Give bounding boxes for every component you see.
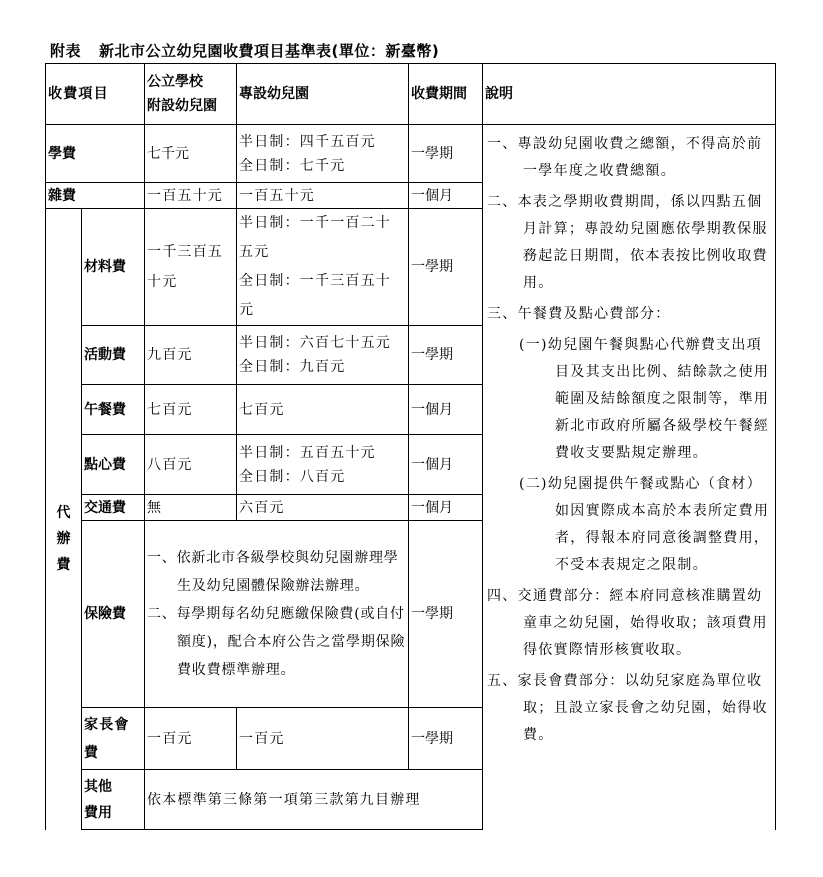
table-row (46, 125, 776, 183)
cell-period-parent: 一學期 (409, 708, 483, 770)
material-half-day: 半日制：一千一百二十 五元 全日制：一千三百五十 元 (239, 215, 391, 318)
note-3-2: (二)幼兒園提供午餐或點心（食材）如因實際成本高於本表所定費用者，得報本府同意後調整費用，不受本表規定之限制。 (519, 476, 770, 573)
fee-table (45, 63, 776, 830)
insurance-item-2: 二、每學期每名幼兒應繳保險費(或自付額度)，配合本府公告之當學期保險費收費標準辦理。 (147, 606, 406, 678)
cell-period-insurance: 一學期 (409, 521, 483, 708)
cell-dedicated-lunch: 七百元 (237, 385, 409, 435)
row-label-transport: 交通費 (82, 495, 145, 521)
cell-public-lunch: 七百元 (145, 385, 237, 435)
header-public: 公立學校 附設幼兒園 (145, 64, 237, 125)
cell-period-lunch: 一個月 (409, 385, 483, 435)
cell-dedicated-material (237, 209, 409, 326)
note-3-1: (一)幼兒園午餐與點心代辦費支出項目及其支出比例、結餘款之使用範圍及結餘額度之限制等，準用新北市政府所屬各級學校午餐經費收支要點規定辦理。 (519, 337, 770, 461)
row-label-misc: 雜費 (46, 183, 145, 209)
note-3: 三、午餐費及點心費部分： (487, 306, 671, 322)
cell-public-material: 一千三百五 十元 (145, 209, 237, 326)
cell-public-snack: 八百元 (145, 435, 237, 495)
cell-public-parent: 一百元 (145, 708, 237, 770)
header-note: 說明 (483, 64, 776, 125)
header-dedicated: 專設幼兒園 (237, 64, 409, 125)
cell-public-misc: 一百五十元 (145, 183, 237, 209)
cell-public-activity: 九百元 (145, 326, 237, 385)
row-label-lunch: 午餐費 (82, 385, 145, 435)
header-row (46, 64, 776, 125)
cell-dedicated-parent: 一百元 (237, 708, 409, 770)
note-2: 二、本表之學期收費期間，係以四點五個月計算；專設幼兒園應依學期教保服務起訖日期間，依本表按比例收取費用。 (487, 194, 768, 291)
table-caption (50, 40, 439, 61)
cell-dedicated-misc: 一百五十元 (237, 183, 409, 209)
cell-public-tuition: 七千元 (145, 125, 237, 183)
row-label-material: 材料費 (82, 209, 145, 326)
note-1: 一、專設幼兒園收費之總額，不得高於前一學年度之收費總額。 (487, 136, 763, 179)
cell-period-snack: 一個月 (409, 435, 483, 495)
header-item: 收費項目 (46, 64, 145, 125)
cell-dedicated-tuition: 半日制：四千五百元 全日制：七千元 (237, 125, 409, 183)
caption-title: 新北市公立幼兒園收費項目基準表(單位：新臺幣) (99, 42, 440, 60)
cell-period-transport: 一個月 (409, 495, 483, 521)
explanation-cell (483, 125, 776, 830)
row-label-parent: 家長會 費 (82, 708, 145, 770)
note-5: 五、家長會費部分：以幼兒家庭為單位收取；且設立家長會之幼兒園，始得收費。 (487, 673, 768, 743)
row-label-tuition: 學費 (46, 125, 145, 183)
cell-period-misc: 一個月 (409, 183, 483, 209)
cell-public-transport: 無 (145, 495, 237, 521)
row-label-insurance: 保險費 (82, 521, 145, 708)
cell-period-material: 一學期 (409, 209, 483, 326)
cell-period-tuition: 一學期 (409, 125, 483, 183)
cell-period-activity: 一學期 (409, 326, 483, 385)
row-label-other: 其他 費用 (82, 770, 145, 830)
agency-fee-label: 代 辦 費 (46, 209, 82, 830)
insurance-item-1: 一、依新北市各級學校與幼兒園辦理學生及幼兒園體保險辦法辦理。 (147, 550, 399, 594)
cell-dedicated-snack: 半日制：五百五十元 全日制：八百元 (237, 435, 409, 495)
caption-prefix: 附表 (50, 42, 82, 60)
row-label-activity: 活動費 (82, 326, 145, 385)
note-4: 四、交通費部分：經本府同意核准購置幼童車之幼兒園，始得收取；該項費用得依實際情形核實收取。 (487, 588, 768, 658)
cell-insurance-text (145, 521, 409, 708)
row-label-snack: 點心費 (82, 435, 145, 495)
header-period: 收費期間 (409, 64, 483, 125)
cell-dedicated-transport: 六百元 (237, 495, 409, 521)
cell-other-text: 依本標準第三條第一項第三款第九目辦理 (145, 770, 483, 830)
cell-dedicated-activity: 半日制：六百七十五元 全日制：九百元 (237, 326, 409, 385)
